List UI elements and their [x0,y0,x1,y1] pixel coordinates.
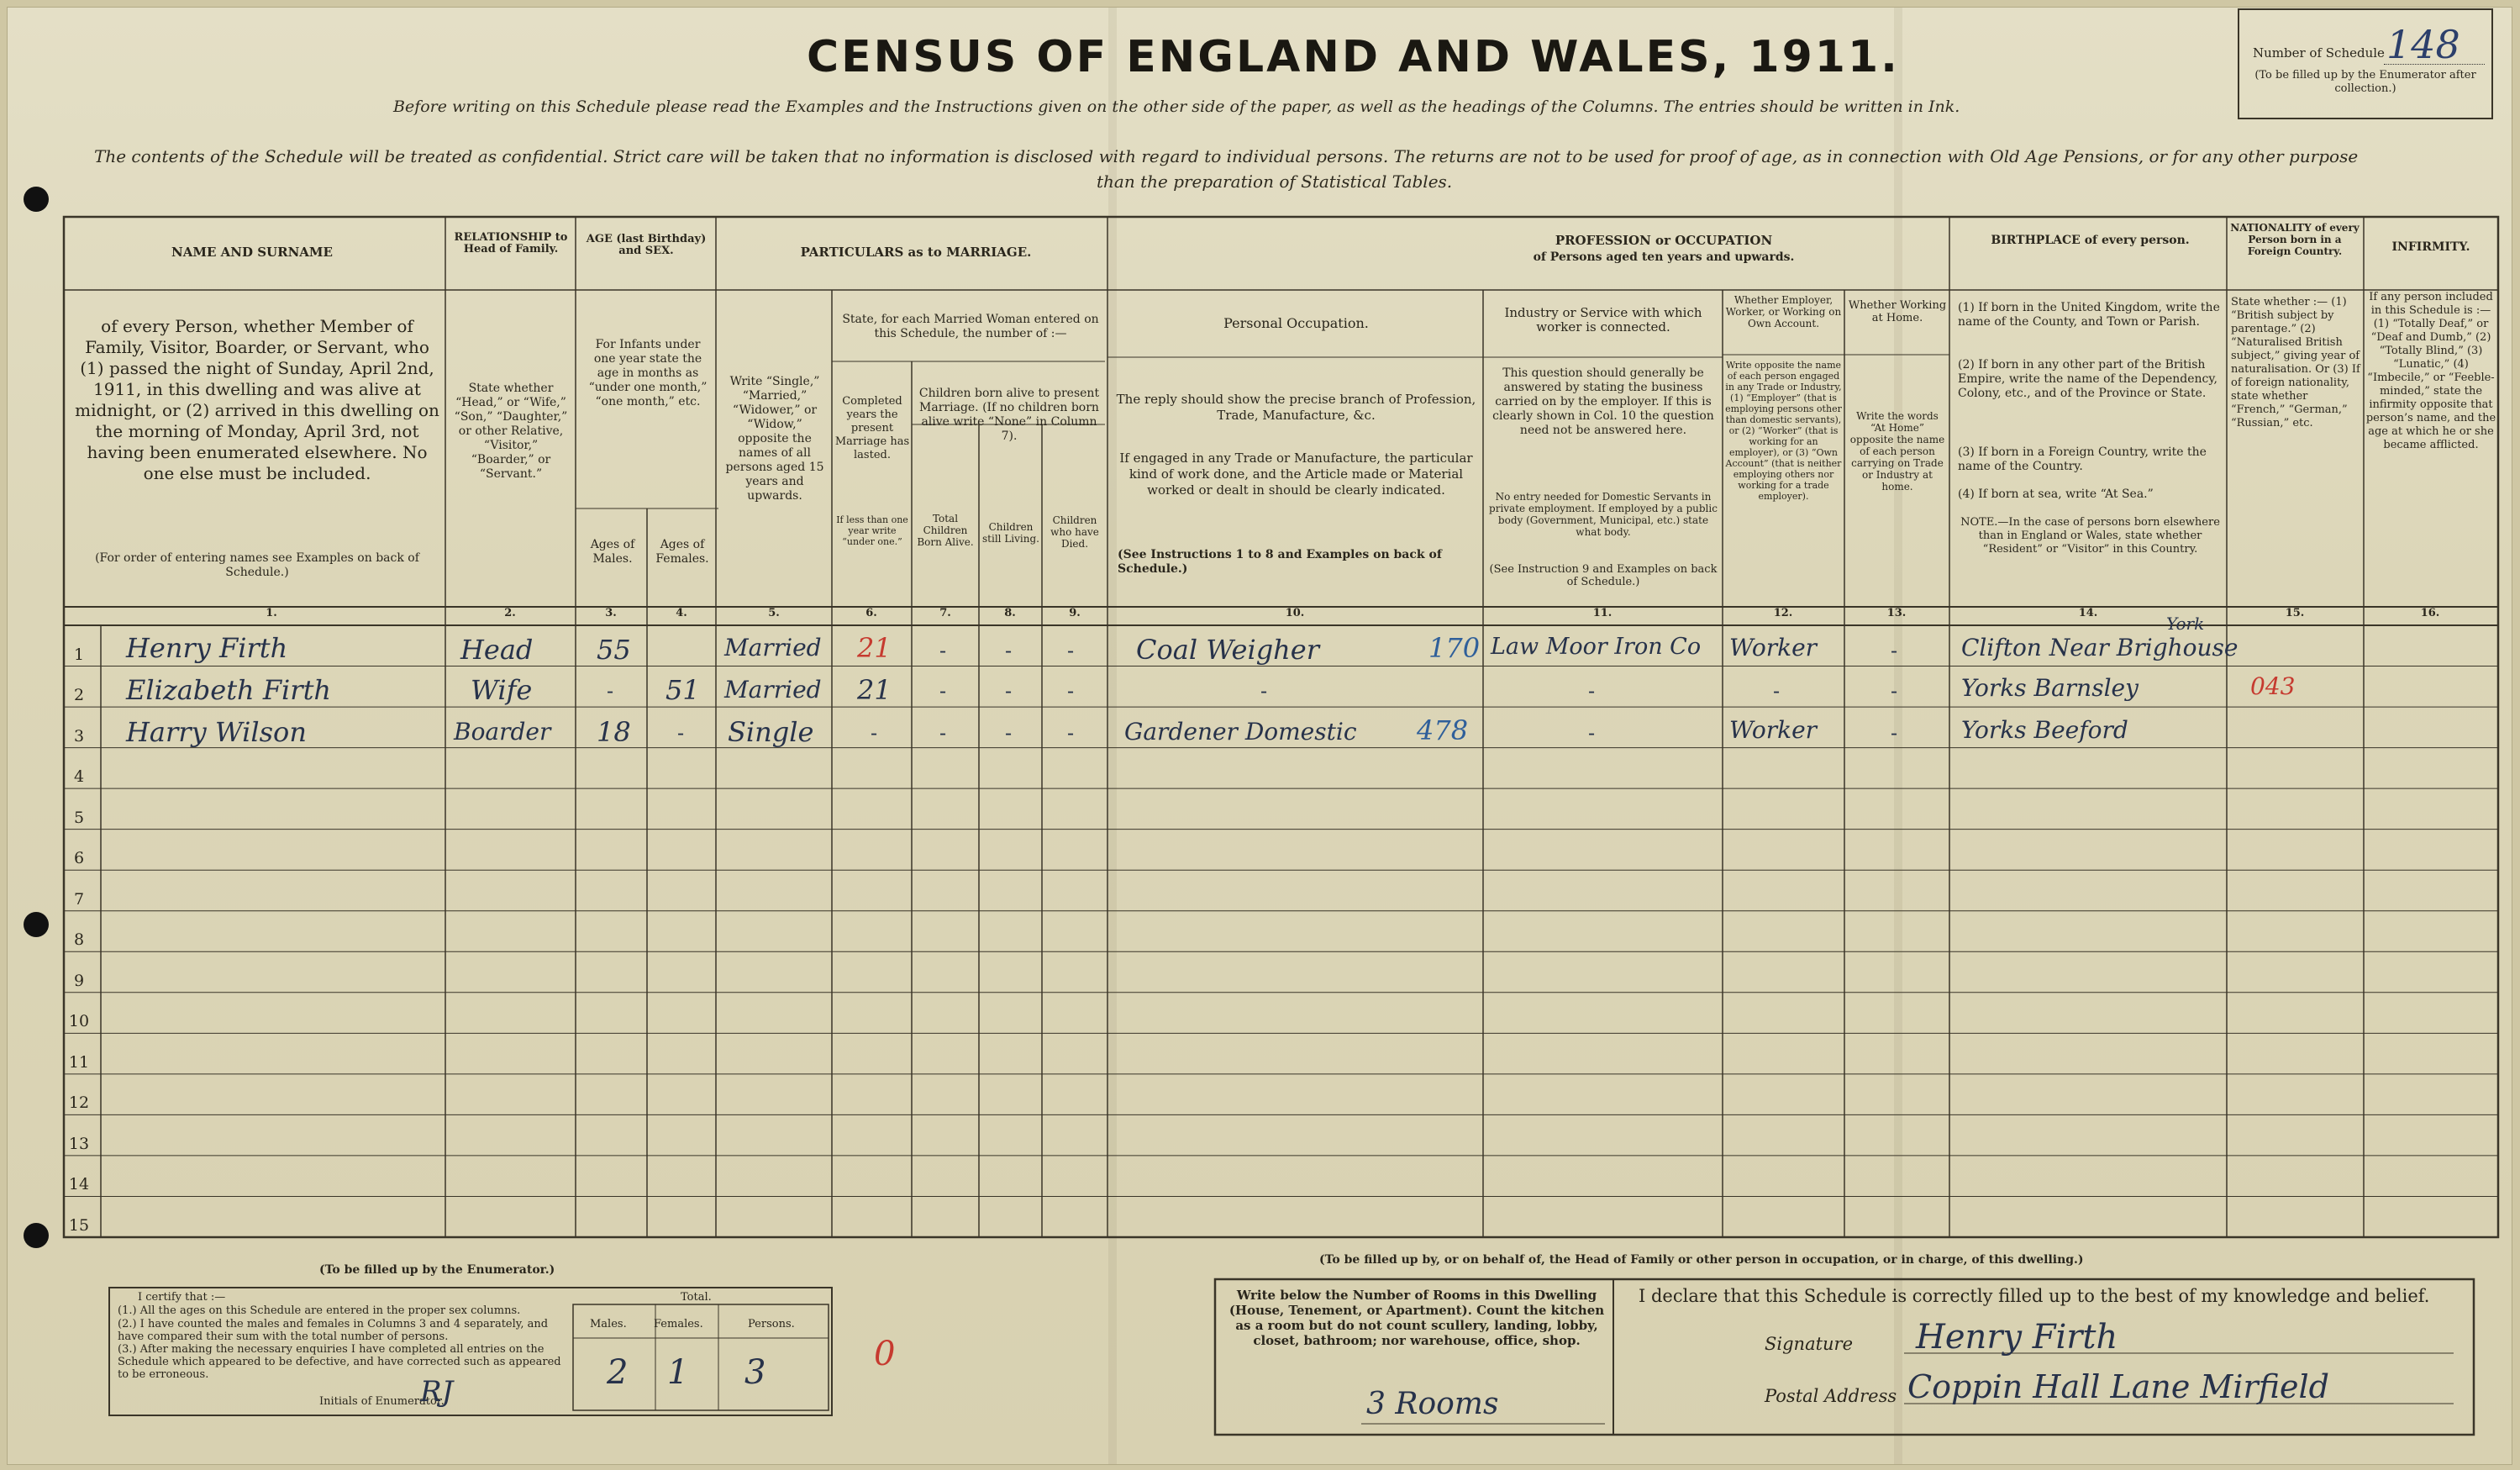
col-personal-note: (See Instructions 1 to 8 and Examples on back of Schedule.) [1118,548,1442,576]
entry-age-male[interactable]: 55 [597,634,631,666]
col-employer-desc: Write opposite the name of each person engaged in any Trade or Industry, (1) “Employer” (that is employing persons other than domestic servants), or (2) “Worker” (that is working for an employer), or (3) “Own Account” (that is neither employing others nor working for a trade employer). [1725,360,1842,502]
entry-occ-code[interactable]: 170 [1428,632,1481,664]
col-children-living: Children still Living. [982,521,1039,545]
col-age-females: Ages of Females. [655,538,709,566]
col-marriage-title: PARTICULARS as to MARRIAGE. [800,245,1032,260]
column-number: 13. [1886,607,1907,619]
column-number: 1. [266,607,277,619]
signature[interactable]: Henry Firth [1916,1318,2118,1357]
entry-birth-code[interactable]: 043 [2250,672,2296,700]
column-number: 8. [1004,607,1016,619]
certify-2: (2.) I have counted the males and females in Columns 3 and 4 separately, and have compared their sum with the total number of persons. [118,1318,549,1343]
females-total[interactable]: 1 [667,1353,689,1392]
entry-home[interactable]: - [1891,679,1898,703]
entry-industry[interactable]: - [1588,721,1596,745]
total-label: Total. [681,1291,712,1304]
entry-name[interactable]: Henry Firth [126,632,288,664]
entry-employer[interactable]: Worker [1729,716,1818,744]
col-name-note: (For order of entering names see Examples on back of Schedule.) [95,551,419,579]
certify-3: (3.) After making the necessary enquiries I have completed all entries on the Schedule which appeared to be defective, and have corrected such as appeared to be erroneous. [118,1343,561,1381]
col-employer-title: Whether Employer, Worker, or Working on Own Account. [1725,294,1842,329]
col-nat-desc: State whether :— (1) “British subject by parentage.” (2) “Naturalised British subject,” giving year of naturalisation. Or (3) If of foreign nationality, state whether “French,” “German,” “Russian,” etc. [2231,296,2360,429]
column-number: 11. [1592,607,1612,619]
females-label: Females. [654,1318,703,1330]
entry-died[interactable]: - [1067,639,1075,662]
column-number: 3. [605,607,617,619]
row-number: 13 [68,1135,90,1153]
col-birth-note: NOTE.—In the case of persons born elsewhere than in England or Wales, state whether “Resident” or “Visitor” in this Country. [1960,516,2220,556]
entry-marriage[interactable]: Married [724,676,822,703]
entry-employer[interactable]: - [1773,679,1781,703]
column-number: 6. [865,607,877,619]
col-name-title: NAME AND SURNAME [171,245,333,260]
row-number: 9 [73,972,85,990]
row-number: 2 [73,686,85,704]
column-number: 5. [768,607,780,619]
schedule-number[interactable]: 148 [2386,22,2460,67]
entry-occupation[interactable]: - [1260,679,1268,703]
col-birth-desc2: (2) If born in any other part of the British Empire, write the name of the Dependency, Colony, etc., and of the Province or State. [1958,358,2217,400]
entry-occupation[interactable]: Gardener Domestic [1124,718,1357,746]
column-number: 14. [2078,607,2098,619]
confidential-line: The contents of the Schedule will be treated as confidential. Strict care will be taken that no information is disclosed with regard to individual persons. The returns are not to be used for proof of age, as in connection with Old Age Pensions, or for any other purpose [94,146,2359,166]
entry-marriage[interactable]: Married [724,634,822,661]
entry-industry[interactable]: - [1588,679,1596,703]
row-number: 6 [73,849,85,867]
entry-home[interactable]: - [1891,639,1898,662]
entry-died[interactable]: - [1067,679,1075,703]
postal-address[interactable]: Coppin Hall Lane Mirfield [1907,1368,2329,1405]
page-title: CENSUS OF ENGLAND AND WALES, 1911. [807,32,1900,82]
instruction-line: Before writing on this Schedule please read the Examples and the Instructions given on the other side of the paper, as well as the headings of the Columns. The entries should be written in Ink. [393,97,1960,116]
col-birth-desc3: (3) If born in a Foreign Country, write the name of the Country. [1958,445,2207,473]
column-number: 4. [676,607,687,619]
certify-label: I certify that :— [138,1291,226,1304]
col-birth-desc1: (1) If born in the United Kingdom, write the name of the County, and Town or Parish. [1958,301,2220,329]
col-prof-sub: of Persons aged ten years and upwards. [1533,250,1795,264]
col-marriage-state: State, for each Married Woman entered on this Schedule, the number of :— [842,313,1099,340]
col-children-died: Children who have Died. [1050,514,1099,550]
enumerator-initials[interactable]: RJ [420,1375,454,1409]
column-number: 16. [2420,607,2440,619]
col-personal-desc2: If engaged in any Trade or Manufacture, the particular kind of work done, and the Article made or Material worked or dealt in should be clearly indicated. [1119,450,1473,498]
rooms-value[interactable]: 3 Rooms [1366,1387,1499,1421]
row-number: 15 [68,1216,90,1235]
entry-birthplace[interactable]: Yorks Barnsley [1961,674,2139,702]
schedule-number-label: Number of Schedule [2253,45,2385,61]
entry-birthplace[interactable]: Clifton Near Brighouse [1961,634,2239,661]
entry-total[interactable]: - [939,639,947,662]
col-nat-title: NATIONALITY of every Person born in a Foreign Country. [2230,222,2360,257]
persons-label: Persons. [748,1318,795,1330]
col-home-desc: Write the words “At Home” opposite the name of each person carrying on Trade or Industry at home. [1849,410,1945,493]
entry-home[interactable]: - [1891,721,1898,745]
entry-age-female[interactable]: - [677,721,685,745]
col-children-total: Total Children Born Alive. [917,513,974,548]
confidential-line-2: than the preparation of Statistical Tables. [1097,171,1453,192]
entry-living[interactable]: - [1005,639,1013,662]
entry-relationship[interactable]: Wife [471,674,533,706]
column-number: 9. [1069,607,1081,619]
column-number: 15. [2285,607,2305,619]
row-number: 12 [68,1093,90,1112]
address-label: Postal Address [1765,1386,1897,1406]
column-number: 2. [504,607,516,619]
col-children-head: Children born alive to present Marriage. (If no children born alive write “None” in Column 7). [918,387,1100,443]
col-birth-title: BIRTHPLACE of every person. [1991,234,2190,247]
col-rel-title: RELATIONSHIP to Head of Family. [454,231,568,256]
males-label: Males. [590,1318,627,1330]
column-number: 7. [939,607,951,619]
entry-years[interactable]: 21 [857,632,892,664]
males-total[interactable]: 2 [607,1353,629,1392]
row-number: 4 [73,767,85,786]
entry-age-male[interactable]: - [607,679,614,703]
col-industry-note2: (See Instruction 9 and Examples on back of Schedule.) [1489,563,1718,588]
row-number: 1 [73,645,85,664]
declaration: I declare that this Schedule is correctly filled up to the best of my knowledge and belief. [1639,1286,2430,1306]
entry-birthplace[interactable]: Yorks Beeford [1961,716,2128,744]
col-rel-desc: State whether “Head,” or “Wife,” “Son,” “Daughter,” or other Relative, “Visitor,” “Boarder,” or “Servant.” [454,382,568,481]
entry-name[interactable]: Elizabeth Firth [126,674,332,706]
row-number: 5 [73,809,85,827]
entry-living[interactable]: - [1005,679,1013,703]
initials-label: Initials of Enumerator. [319,1395,445,1408]
col-industry-desc: This question should generally be answered by stating the business carried on by the employer. If this is clearly shown in Col. 10 the question need not be answered here. [1492,366,1714,437]
col-name-desc: of every Person, whether Member of Family, Visitor, Boarder, or Servant, who (1) passed the night of Sunday, April 2nd, 1911, in this dwelling and was alive at midnight, or (2) arrived in this dwelling on the morning of Monday, April 3rd, not having been enumerated elsewhere. No one else must be included. [75,316,439,483]
col-inf-title: INFIRMITY. [2391,240,2470,254]
entry-years[interactable]: - [871,721,878,745]
col-personal-occ: Personal Occupation. [1223,315,1369,331]
entry-total[interactable]: - [939,721,947,745]
row-number: 10 [68,1012,90,1030]
row-number: 3 [73,727,85,746]
entry-occ-code[interactable]: 478 [1417,714,1469,746]
col-completed-years: Completed years the present Marriage has lasted. [834,395,910,461]
entry-marriage[interactable]: Single [728,716,814,748]
entry-living[interactable]: - [1005,721,1013,745]
entry-industry[interactable]: Law Moor Iron Co [1491,634,1702,660]
rooms-instruction: Write below the Number of Rooms in this Dwelling (House, Tenement, or Apartment). Count the kitchen as a room but do not count scullery, landing, lobby, closet, bathroom; nor warehouse, office, shop. [1228,1288,1605,1348]
entry-relationship[interactable]: Boarder [454,718,551,746]
row-number: 8 [73,930,85,949]
enumerator-heading: (To be filled up by the Enumerator.) [319,1263,555,1277]
col-home-title: Whether Working at Home. [1848,299,1947,324]
row-number: 7 [73,890,85,909]
col-birth-desc4: (4) If born at sea, write “At Sea.” [1958,487,2154,501]
schedule-number-note: (To be filled up by the Enumerator after collection.) [2254,69,2476,95]
row-number: 11 [68,1053,90,1072]
row-number: 14 [68,1175,90,1193]
entry-occupation[interactable]: Coal Weigher [1136,634,1320,666]
col-marriage-write: Write “Single,” “Married,” “Widower,” or “Widow,” opposite the names of all persons aged 15 years and upwards. [725,375,824,503]
col-prof-title: PROFESSION or OCCUPATION [1555,233,1773,248]
entry-died[interactable]: - [1067,721,1075,745]
entry-birth-note[interactable]: York [2166,614,2205,634]
signature-label: Signature [1765,1334,1854,1354]
persons-total[interactable]: 3 [744,1353,766,1392]
column-number: 12. [1773,607,1793,619]
entry-name[interactable]: Harry Wilson [126,716,307,748]
entry-employer[interactable]: Worker [1729,634,1818,661]
col-age-title: AGE (last Birthday) and SEX. [586,233,707,257]
col-industry-title: Industry or Service with which worker is connected. [1504,305,1702,335]
certify-1: (1.) All the ages on this Schedule are entered in the proper sex columns. [118,1304,521,1317]
entry-age-female[interactable]: 51 [666,674,700,706]
col-age-desc: For Infants under one year state the age in months as “under one month,” “one month,” etc. [588,338,708,408]
column-number: 10. [1285,607,1305,619]
col-completed-note: If less than one year write “under one.” [836,514,908,547]
col-personal-desc: The reply should show the precise branch of Profession, Trade, Manufacture, &c. [1116,392,1476,423]
col-age-males: Ages of Males. [590,538,635,566]
entry-relationship[interactable]: Head [460,634,534,666]
entry-total[interactable]: - [939,679,947,703]
enumerator-box [109,1288,832,1415]
col-industry-note: No entry needed for Domestic Servants in private employment. If employed by a public body (Government, Municipal, etc.) state what body. [1489,491,1718,538]
head-section-heading: (To be filled up by, or on behalf of, the Head of Family or other person in occupation, or in charge, of this dwelling.) [1319,1253,2084,1267]
entry-years[interactable]: 21 [857,674,892,706]
col-inf-desc: If any person included in this Schedule is :— (1) “Totally Deaf,” or “Deaf and Dumb,” (2) “Totally Blind,” (3) “Lunatic,” (4) “Imbecile,” or “Feeble-minded,” state the infirmity opposite that person’s name, and the age at which he or she became afflicted. [2365,291,2496,451]
entry-age-male[interactable]: 18 [597,716,631,748]
red-check-mark: 0 [874,1335,896,1373]
